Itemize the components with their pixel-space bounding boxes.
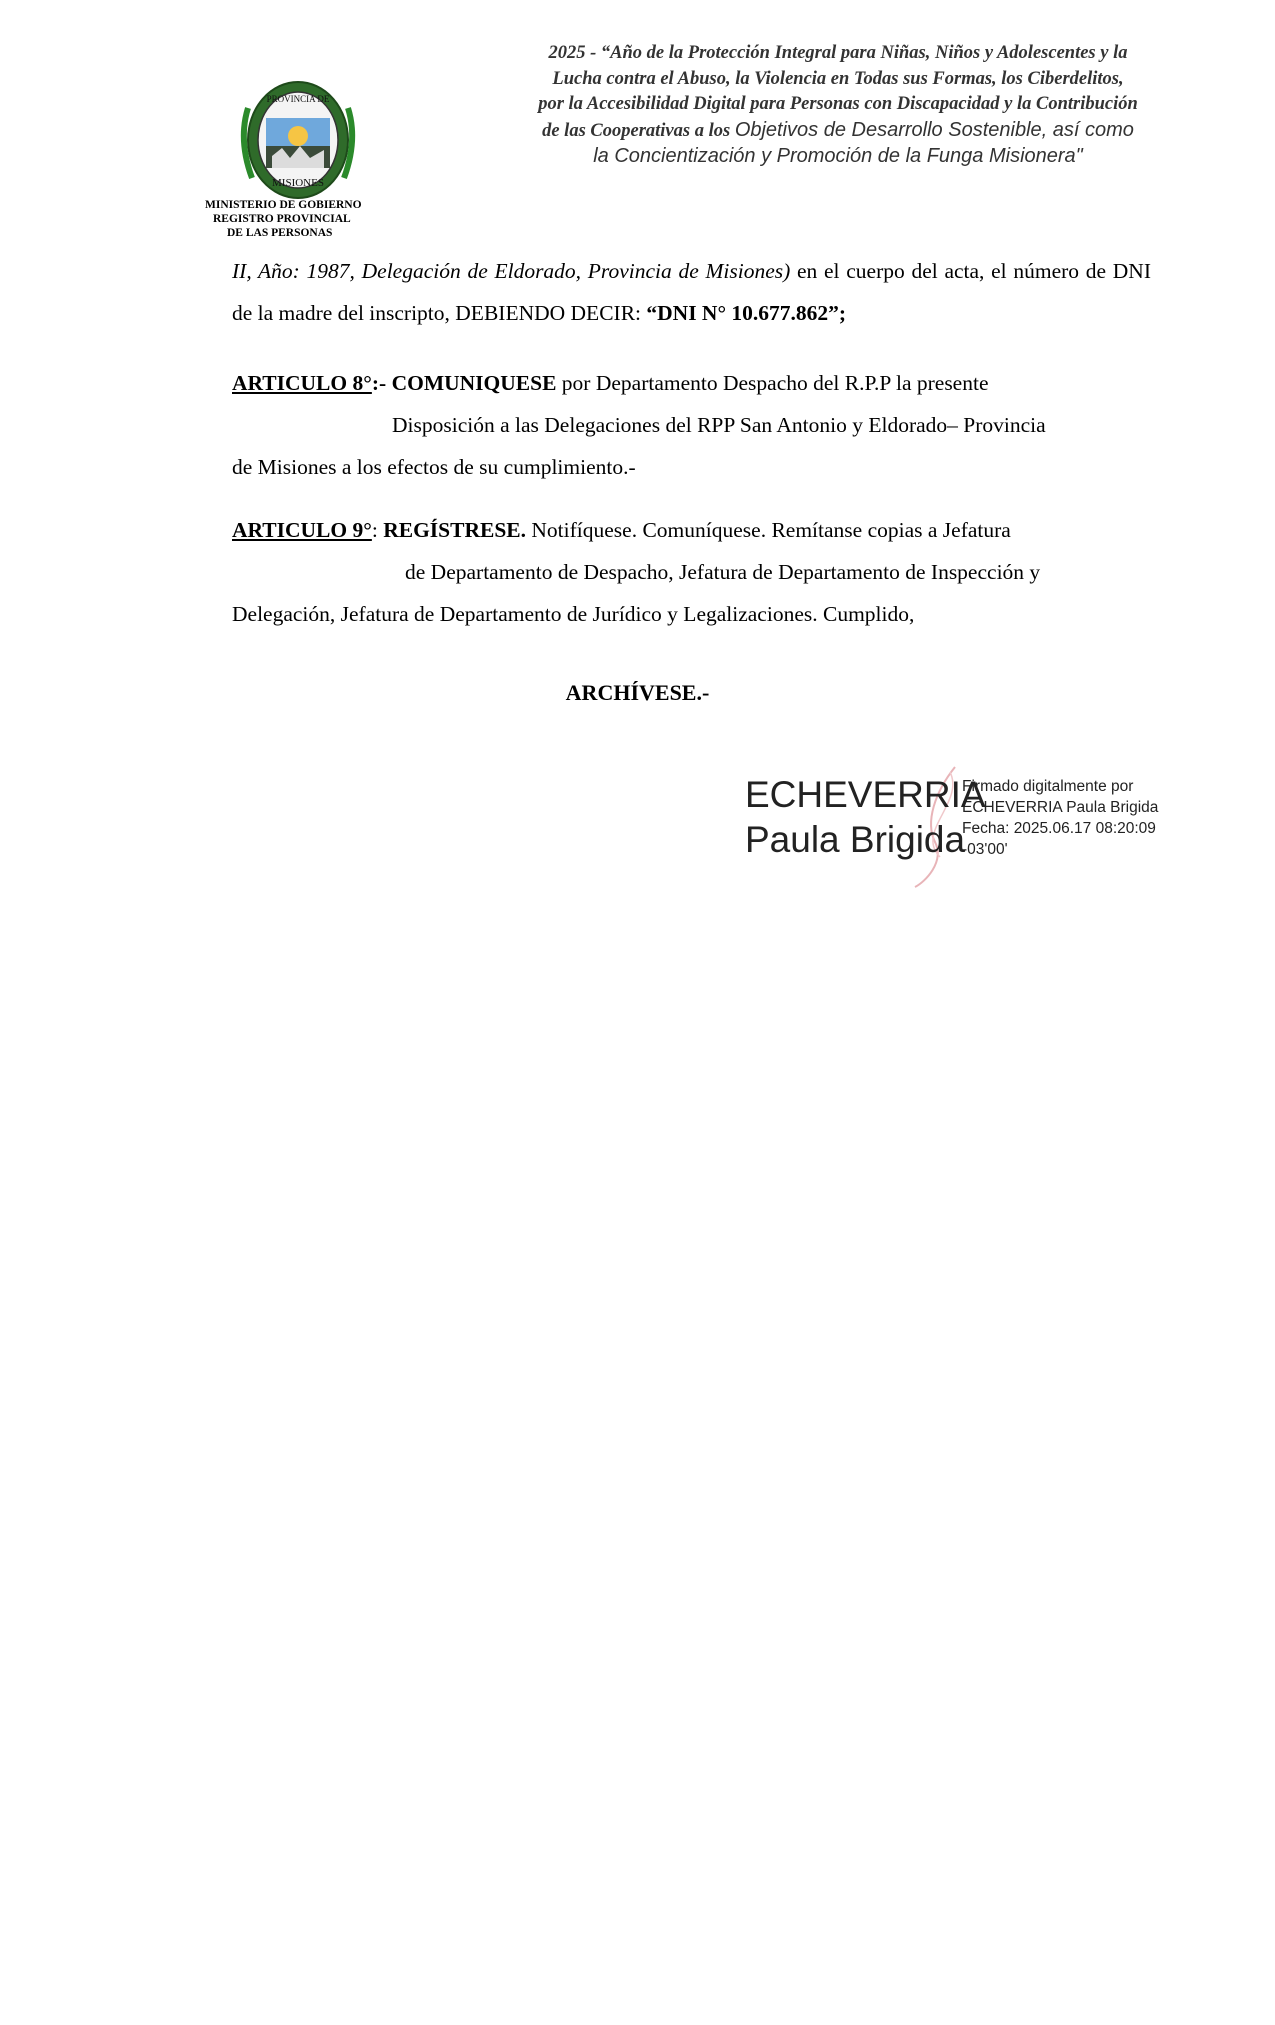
article-9-sep: : [371, 518, 384, 542]
article-8-text: por Departamento Despacho del R.P.P la presente [556, 371, 989, 395]
paragraph-text: en el cuerpo del acta, el número de DNI de la madre del inscripto, DEBIENDO DECIR: [232, 259, 1151, 325]
article-9 [232, 509, 1151, 635]
paragraph-italic: II, Año: 1987, Delegación de Eldorado, Provincia de Misiones) [232, 259, 791, 283]
article-8-line [232, 362, 1151, 404]
article-8-line: de Misiones a los efectos de su cumplimiento.- [232, 455, 636, 479]
article-8-sep: :- [371, 371, 392, 395]
article-9-text: Notifíquese. Comuníquese. Remítanse copias a Jefatura [526, 518, 1011, 542]
motto-line: por la Accesibilidad Digital para Personas con Discapacidad y la Contribución [538, 94, 1138, 114]
ministry-block [205, 198, 395, 240]
article-8-line: Disposición a las Delegaciones del RPP San Antonio y Eldorado– Provincia [392, 413, 1046, 437]
motto-line [498, 118, 1178, 145]
motto-line: Lucha contra el Abuso, la Violencia en Todas sus Formas, los Ciberdelitos, [552, 68, 1124, 89]
stamp-line: ECHEVERRIA Paula Brigida [962, 799, 1159, 816]
seal-text-top: PROVINCIA DE [266, 94, 330, 104]
article-9-line [232, 509, 1151, 551]
signer-surname: ECHEVERRIA [745, 774, 986, 815]
signer-name [745, 772, 986, 862]
article-9-label: ARTICULO 9° [232, 518, 372, 542]
motto-line: la Concientización y Promoción de la Funga Misionera" [593, 145, 1083, 167]
seal-text-bottom: MISIONES [272, 177, 324, 189]
stamp-line: Firmado digitalmente por [962, 778, 1134, 795]
article-9-verb: REGÍSTRESE. [383, 518, 527, 542]
dni-value: “DNI N° 10.677.862”; [646, 301, 847, 325]
motto-fragment: de las Cooperativas a los [542, 120, 731, 141]
article-8-label: ARTICULO 8° [232, 371, 372, 395]
article-8 [232, 362, 1151, 488]
signature-stamp [962, 776, 1158, 860]
signer-given-names: Paula Brigida [745, 819, 966, 860]
closing-archivese: ARCHÍVESE.- [565, 680, 710, 705]
ministry-line: REGISTRO PROVINCIAL [213, 213, 351, 225]
article-9-line: Delegación, Jefatura de Departamento de Jurídico y Legalizaciones. Cumplido, [232, 602, 915, 626]
provincia-misiones-seal [238, 78, 358, 203]
stamp-line: -03'00' [962, 841, 1008, 858]
paragraph-correction [232, 250, 1151, 334]
stamp-line: Fecha: 2025.06.17 08:20:09 [962, 820, 1156, 837]
year-motto [498, 41, 1178, 170]
article-8-verb: COMUNIQUESE [391, 371, 557, 395]
ministry-line: DE LAS PERSONAS [227, 227, 333, 239]
digital-signature [745, 762, 1175, 892]
ministry-line: MINISTERIO DE GOBIERNO [205, 199, 362, 211]
motto-line: 2025 - “Año de la Protección Integral para Niñas, Niños y Adolescentes y la [548, 43, 1128, 63]
article-9-line: de Departamento de Despacho, Jefatura de Departamento de Inspección y [405, 560, 1041, 584]
motto-fragment: Objetivos de Desarrollo Sostenible, así como [734, 118, 1134, 141]
